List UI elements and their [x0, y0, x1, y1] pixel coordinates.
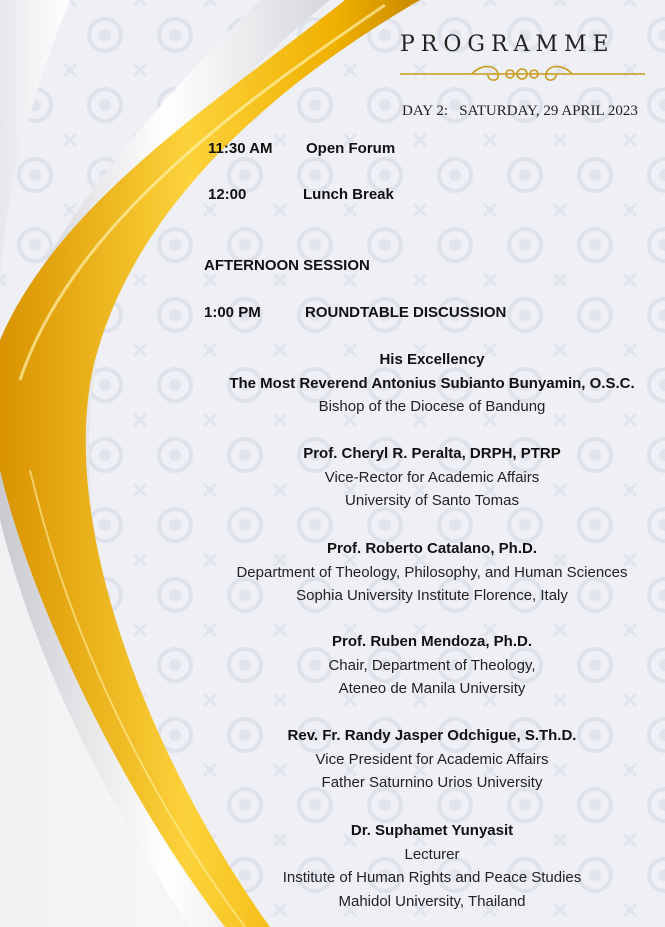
- schedule-time: 12:00: [208, 186, 247, 203]
- schedule-event: Open Forum: [306, 140, 396, 157]
- panelist-name: Prof. Cheryl R. Peralta, DRPH, PTRP: [303, 445, 561, 462]
- panelist-role: Lecturer: [404, 845, 460, 863]
- panelist-affiliation: Institute of Human Rights and Peace Studies: [282, 869, 582, 886]
- panelist-role: Vice President for Academic Affairs: [315, 750, 549, 768]
- panelist-honorific: His Excellency: [379, 351, 485, 368]
- panelist-role: Bishop of the Diocese of Bandung: [318, 398, 546, 415]
- panelist-block: [190, 819, 665, 913]
- panelist-role: Vice-Rector for Academic Affairs: [324, 468, 540, 486]
- panelist-name: Rev. Fr. Randy Jasper Odchigue, S.Th.D.: [287, 727, 577, 744]
- panelist-block: [190, 537, 665, 608]
- panelist-affiliation-location: Mahidol University, Thailand: [338, 892, 526, 910]
- panelist-block: [190, 724, 665, 795]
- day-date: DAY 2: SATURDAY, 29 APRIL 2023: [402, 103, 638, 119]
- panelist-role: Department of Theology, Philosophy, and Human Sciences: [236, 563, 628, 581]
- panelist-affiliation: Sophia University Institute Florence, Italy: [296, 587, 568, 604]
- panelist-name: Prof. Roberto Catalano, Ph.D.: [326, 540, 537, 557]
- page-title: PROGRAMME: [400, 32, 615, 57]
- session-time: 1:00 PM: [204, 304, 261, 321]
- ornament-divider-icon: [400, 62, 645, 86]
- panelist-affiliation: Father Saturnino Urios University: [321, 774, 543, 791]
- panelist-block: [190, 442, 665, 513]
- panelist-affiliation: Ateneo de Manila University: [338, 680, 526, 697]
- panelist-block: [190, 348, 665, 419]
- schedule-event: Lunch Break: [303, 186, 394, 203]
- panelist-block: [190, 630, 665, 701]
- panelist-name: Dr. Suphamet Yunyasit: [350, 822, 514, 839]
- afternoon-heading: AFTERNOON SESSION: [204, 257, 370, 274]
- panelist-role: Chair, Department of Theology,: [328, 656, 536, 674]
- panelist-name: The Most Reverend Antonius Subianto Bunyamin, O.S.C.: [229, 374, 635, 392]
- panelist-affiliation: University of Santo Tomas: [345, 492, 519, 509]
- schedule-time: 11:30 AM: [208, 140, 273, 157]
- panelist-name: Prof. Ruben Mendoza, Ph.D.: [331, 633, 532, 650]
- session-event: ROUNDTABLE DISCUSSION: [305, 304, 507, 321]
